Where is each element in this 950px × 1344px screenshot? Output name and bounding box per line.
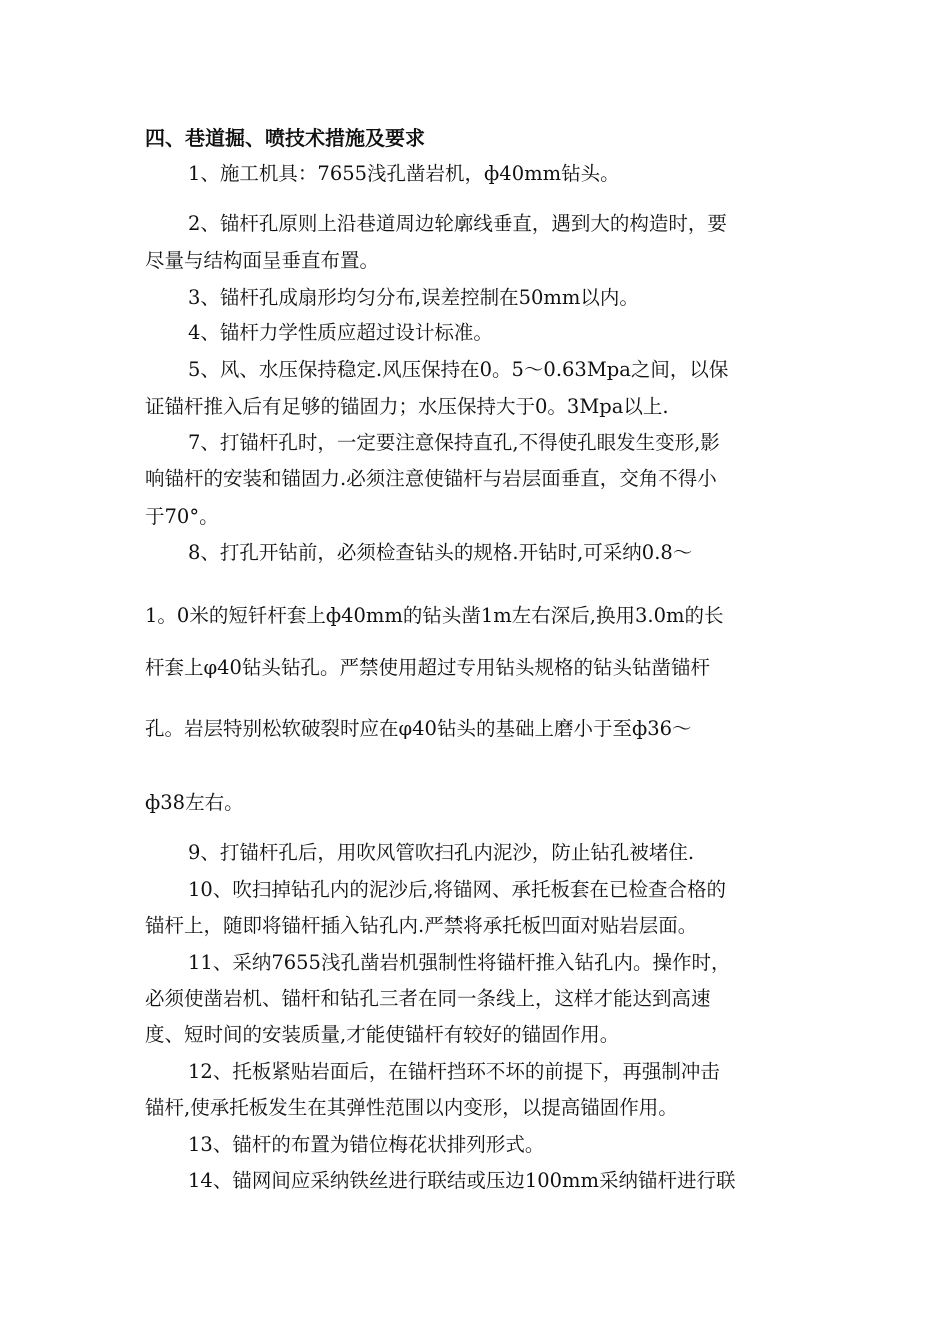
- paragraph-line: 响锚杆的安装和锚固力.必须注意使锚杆与岩层面垂直，交角不得小: [145, 467, 717, 490]
- paragraph-line: 9、打锚杆孔后，用吹风管吹扫孔内泥沙，防止钻孔被堵住.: [188, 841, 695, 864]
- section-heading: 四、巷道掘、喷技术措施及要求: [145, 126, 425, 150]
- paragraph-line: 尽量与结构面呈垂直布置。: [145, 249, 380, 272]
- paragraph-line: 证锚杆推入后有足够的锚固力；水压保持大于0。3Mpa以上.: [145, 395, 669, 418]
- paragraph-line: ф38左右。: [145, 791, 244, 814]
- paragraph-line: 1。0米的短钎杆套上ф40mm的钻头凿1m左右深后,换用3.0m的长: [145, 604, 724, 627]
- paragraph-line: 11、采纳7655浅孔凿岩机强制性将锚杆推入钻孔内。操作时，: [188, 951, 731, 974]
- paragraph-line: 于70°。: [145, 505, 219, 528]
- paragraph-line: 锚杆上，随即将锚杆插入钻孔内.严禁将承托板凹面对贴岩层面。: [145, 914, 698, 937]
- paragraph-line: 孔。岩层特别松软破裂时应在φ40钻头的基础上磨小于至ф36～: [145, 717, 692, 740]
- paragraph-line: 14、锚网间应采纳铁丝进行联结或压边100mm采纳锚杆进行联: [188, 1169, 736, 1192]
- paragraph-line: 5、风、水压保持稳定.风压保持在0。5～0.63Mpa之间，以保: [188, 358, 729, 381]
- paragraph-line: 1、施工机具：7655浅孔凿岩机，ф40mm钻头。: [188, 162, 620, 185]
- paragraph-line: 度、短时间的安装质量,才能使锚杆有较好的锚固作用。: [145, 1023, 620, 1046]
- paragraph-line: 12、托板紧贴岩面后，在锚杆挡环不坏的前提下，再强制冲击: [188, 1060, 720, 1083]
- paragraph-line: 4、锚杆力学性质应超过设计标准。: [188, 321, 493, 344]
- paragraph-line: 3、锚杆孔成扇形均匀分布,误差控制在50mm以内。: [188, 286, 639, 309]
- paragraph-line: 8、打孔开钻前，必须检查钻头的规格.开钻时,可采纳0.8～: [188, 541, 693, 564]
- paragraph-line: 2、锚杆孔原则上沿巷道周边轮廓线垂直，遇到大的构造时，要: [188, 212, 727, 235]
- paragraph-line: 7、打锚杆孔时，一定要注意保持直孔,不得使孔眼发生变形,影: [188, 431, 720, 454]
- paragraph-line: 锚杆,使承托板发生在其弹性范围以内变形，以提高锚固作用。: [145, 1096, 678, 1119]
- paragraph-line: 必须使凿岩机、锚杆和钻孔三者在同一条线上，这样才能达到高速: [145, 987, 711, 1010]
- paragraph-line: 13、锚杆的布置为错位梅花状排列形式。: [188, 1133, 545, 1156]
- paragraph-line: 杆套上φ40钻头钻孔。严禁使用超过专用钻头规格的钻头钻凿锚杆: [145, 656, 710, 679]
- paragraph-line: 10、吹扫掉钻孔内的泥沙后,将锚网、承托板套在已检查合格的: [188, 878, 727, 901]
